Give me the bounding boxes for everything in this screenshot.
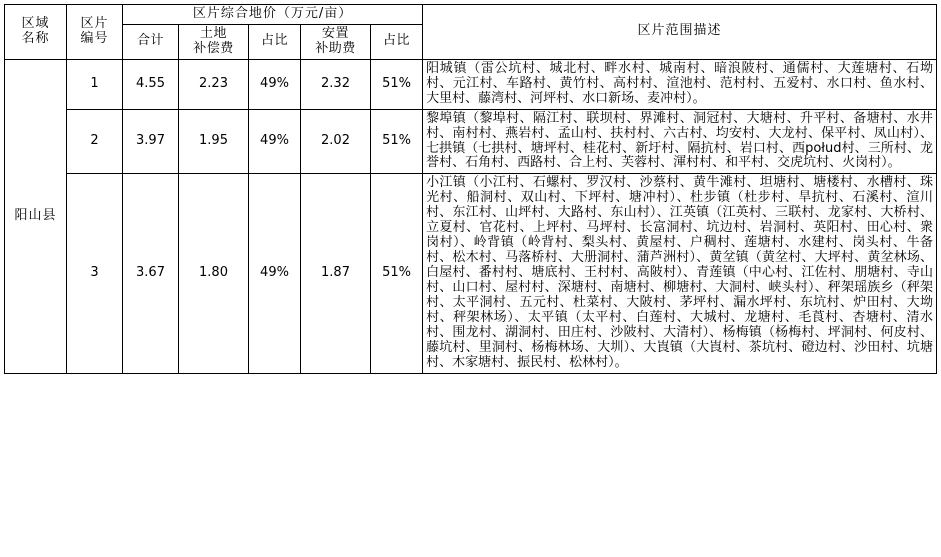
header-region-name: 区域 名称 <box>5 5 67 60</box>
cell-zone-code: 1 <box>67 59 123 109</box>
cell-settlement-subsidy: 2.32 <box>301 59 371 109</box>
cell-total: 3.67 <box>123 174 179 373</box>
cell-zone-scope: 阳城镇（雷公坑村、城北村、畔水村、城南村、暗浪陂村、通儒村、大莲塘村、石坳村、元江村、车路村、黄竹村、高村村、渲池村、范村村、五爱村、水口村、鱼水村、大里村、藤湾村、河坪村、水口新场、麦冲村）。 <box>423 59 937 109</box>
cell-zone-scope: 小江镇（小江村、石螺村、罗汉村、沙蔡村、黄牛滩村、坦塘村、塘楼村、水槽村、珠光村、船洞村、双山村、下坪村、塘冲村）、杜步镇（杜步村、旱抗村、石溪村、渲川村、东江村、山坪村、大路村、东山村）、江英镇（江英村、三联村、龙家村、大桥村、立夏村、官花村、上坪村、马坪村、长富洞村、坑边村、岩洞村、英阳村、田心村、衆岗村）、岭背镇（岭背村、梨头村、黄屋村、户稠村、莲塘村、水建村、岗头村、牛备村、松木村、马落桥村、大册洞村、蒲芦洲村）、黄坌镇（黄坌村、大坪村、黄坌林场、白屋村、番村村、塘底村、王村村、高陂村）、青莲镇（中心村、江佐村、朋塘村、寺山村、山口村、屋村村、深塘村、南塘村、柳塘村、大洞村、峡头村）、秤架瑶族乡（秤架村、太平洞村、五元村、杜菜村、大陂村、茅坪村、漏水坪村、东坑村、炉田村、大坳村、秤架林场）、太平镇（太平村、白莲村、大城村、龙塘村、毛莨村、杏塘村、清水村、围龙村、湖洞村、田庄村、沙陂村、大清村）、杨梅镇（杨梅村、坪洞村、何皮村、藤坑村、里洞村、杨梅林场、大圳）、大崀镇（大崀村、茶坑村、磴边村、沙田村、坑塘村、木家塘村、振民村、松林村）。 <box>423 174 937 373</box>
cell-land-ratio: 49% <box>249 109 301 174</box>
table-header-row-1 <box>5 5 937 25</box>
cell-settlement-subsidy: 2.02 <box>301 109 371 174</box>
land-price-table <box>4 4 937 374</box>
cell-settlement-ratio: 51% <box>371 109 423 174</box>
cell-settlement-ratio: 51% <box>371 59 423 109</box>
cell-zone-code: 3 <box>67 174 123 373</box>
header-total: 合计 <box>123 24 179 59</box>
table-row <box>5 59 937 109</box>
header-land-compensation: 土地 补偿费 <box>179 24 249 59</box>
table-row <box>5 109 937 174</box>
header-settlement-subsidy: 安置 补助费 <box>301 24 371 59</box>
cell-land-ratio: 49% <box>249 59 301 109</box>
header-comprehensive-price: 区片综合地价（万元/亩） <box>123 5 423 25</box>
cell-region-name: 阳山县 <box>5 59 67 373</box>
cell-settlement-ratio: 51% <box>371 174 423 373</box>
cell-total: 3.97 <box>123 109 179 174</box>
cell-zone-code: 2 <box>67 109 123 174</box>
cell-zone-scope: 黎埠镇（黎埠村、隔江村、联坝村、界滩村、洞冠村、大塘村、升平村、备塘村、水井村、南村村、燕岩村、孟山村、扶村村、六古村、均安村、大龙村、保平村、凤山村）、七拱镇（七拱村、塘坪村、桂花村、新圩村、隔抗村、岩口村、西połud村、三所村、龙誉村、石角村、西路村、合上村、芙蓉村、渾村村、和平村、交虎坑村、火岗村）。 <box>423 109 937 174</box>
header-zone-code: 区片 编号 <box>67 5 123 60</box>
cell-settlement-subsidy: 1.87 <box>301 174 371 373</box>
cell-total: 4.55 <box>123 59 179 109</box>
cell-land-compensation: 2.23 <box>179 59 249 109</box>
cell-land-ratio: 49% <box>249 174 301 373</box>
header-land-ratio: 占比 <box>249 24 301 59</box>
table-row <box>5 174 937 373</box>
header-zone-scope: 区片范围描述 <box>423 5 937 60</box>
cell-land-compensation: 1.80 <box>179 174 249 373</box>
header-settlement-ratio: 占比 <box>371 24 423 59</box>
cell-land-compensation: 1.95 <box>179 109 249 174</box>
